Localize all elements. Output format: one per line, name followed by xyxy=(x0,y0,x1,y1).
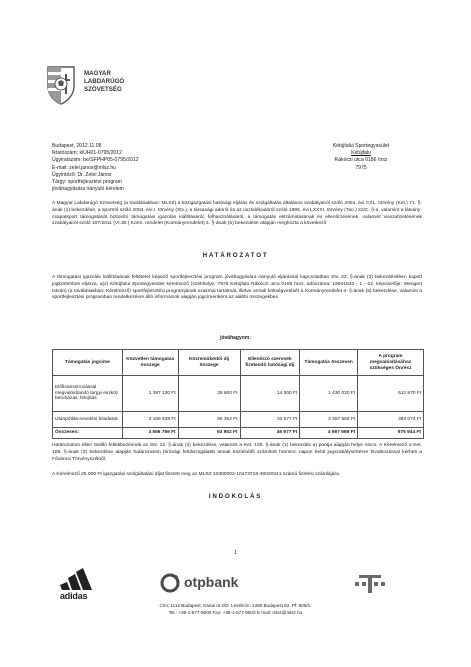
meta-officer: Ügyintéző: Dr. Zelei János xyxy=(52,171,112,178)
table-cell: 4 556 769 Ft xyxy=(122,428,178,439)
col-header: Közvetlen támogatás összege xyxy=(122,350,178,376)
mlsz-logo-text: MAGYAR LABDARÚGÓ SZÖVETSÉG xyxy=(84,70,125,94)
grant-table xyxy=(52,349,424,439)
table-cell: Előfinanszírozással megvalósítandó tárgyi eszköz beruházás, felújítás xyxy=(53,376,123,412)
decision-paragraph: A támogatási igazolás kiállításának feltételét képező sportfejlesztési program jóváhagyására irányuló eljárással kapcsolatban Stv. 22. §-ának (3) bekezdésében kapott jogkörömben eljárva, a(z) Kétújfalui Sportegyesület kérelmező (székhelye: 7975 Kétújfalu Rákóczi utca 0186 hrsz, adószáma: 19941833 - 1 - 02, képviselője: Wengert István) (a továbbiakban: Kérelmező) sportfejlesztési programjának szakmai tartalmát, illetve annak költségvetését a Kormányrendelet 4. §-ának (5) bekezdése, valamint a sportfejlesztési programban rendelkezésre álló információk alapján jogcímenként az alábbi összegekben xyxy=(52,275,422,301)
table-cell: 363 074 Ft xyxy=(358,412,424,428)
telekom-t-icon xyxy=(345,572,395,594)
meta-case-number: Ügyiratszám: be/SFPHP05-0795/2012 xyxy=(52,157,139,164)
footer-address: Cím: 1112 Budapest, Kánai út 2/D. Levélcím: 1386 Budapest 62. Pf. 906/1. xyxy=(159,603,312,608)
decision-heading: HATÁROZATOT xyxy=(202,252,269,259)
table-cell: Összesen: xyxy=(53,428,123,439)
fee-paragraph: A Kérelmező 25 000 Ft igazgatási szolgáltatási díjat fizetett meg az MLSZ 10300002-10473718-49020341 számú fizetési számlájára. xyxy=(52,472,341,477)
table-cell: 28 600 Ft xyxy=(178,376,240,412)
footer-contact: Tel.: +36-1-577-9500 Fax: +36-1-577-9503 E-mail: mlsz@mlsz.hu xyxy=(168,609,303,615)
approved-label: jóváhagyom: xyxy=(220,335,251,341)
table-cell: 612 870 Ft xyxy=(358,376,424,412)
adidas-logo xyxy=(58,568,104,602)
col-header: Támogatás jogcíme xyxy=(53,350,123,376)
table-cell: 3 169 639 Ft xyxy=(122,412,178,428)
otpbank-logo xyxy=(160,572,280,594)
recipient-city: Kétújfalu xyxy=(351,150,371,157)
col-header: Támogatás összesen xyxy=(300,350,358,376)
table-cell: 93 952 Ft xyxy=(178,428,240,439)
letter-footer xyxy=(0,603,471,617)
meta-subject: Tárgy: sportfejlesztési program xyxy=(52,179,122,186)
recipient-address xyxy=(311,143,411,172)
table-cell: 3 267 668 Ft xyxy=(300,412,358,428)
table-cell: 1 430 030 Ft xyxy=(300,376,358,412)
adidas-stripes-icon xyxy=(60,568,100,590)
otpbank-wordmark: otpbank xyxy=(184,574,239,590)
table-cell: 32 677 Ft xyxy=(240,412,300,428)
meta-subject-cont: jóváhagyására irányuló kérelem xyxy=(52,186,124,193)
telekom-logo xyxy=(345,572,395,594)
recipient-street: Rákóczi utca 0186 hrsz xyxy=(334,157,388,164)
col-header: A program megvalósításához szükséges Önrész xyxy=(358,350,424,376)
mlsz-crest-icon xyxy=(44,64,78,106)
recipient-zip: 7975 xyxy=(355,164,367,171)
table-cell: 46 977 Ft xyxy=(240,428,300,439)
adidas-wordmark: adidas xyxy=(60,591,88,601)
table-cell: 14 300 Ft xyxy=(240,376,300,412)
col-header: Ellenőrző szervnek fizetendő hatósági díj xyxy=(240,350,300,376)
table-cell: 975 944 Ft xyxy=(358,428,424,439)
meta-file-number: Iktatószám: kiUH01-0795/2012 xyxy=(52,150,122,157)
appeal-paragraph: Határozatom ellen önálló fellebbezésnek az Stv. 22. §-ának (4) bekezdése, valamint a Ket. 100. §-ának (1) bekezdés a) pontja alapján helye nincs. A Kérelmező a Ket. 109. §-ának (3) bekezdése alapján határozatom bírósági felülvizsgálatát annak közlésétől számított harminc napon belül jogszabálysértésre hivatkozással kérheti a Fővárosi Törvényszéktől. xyxy=(52,443,422,462)
table-row xyxy=(53,376,424,412)
meta-date: Budapest, 2012.11.08 xyxy=(52,143,102,149)
table-row xyxy=(53,412,424,428)
table-cell: 65 352 Ft xyxy=(178,412,240,428)
table-total-row xyxy=(53,428,424,439)
table-cell: 1 387 130 Ft xyxy=(122,376,178,412)
document-metadata xyxy=(52,143,139,193)
reasoning-heading: INDOKOLÁS xyxy=(208,493,263,500)
intro-paragraph: A Magyar Labdarúgó Szövetség (a továbbiakban: MLSZ) a közigazgatási hatósági eljárás és szolgáltatás általános szabályairól szóló 2004. évi CXL. törvény (Ket.) 71. §-ának (1) bekezdése, a sportról szóló 2004. évi I. törvény (Stv.), a társasági adóról és az osztalékadóról szóló 1996. évi LXXXI. törvény (Tao.) 22/C. §-a, valamint a látvány-csapatsport támogatását biztosító támogatási igazolás kiállításáról, felhasználásáról, a támogatás elszámolásának és ellenőrzésének, valamint visszafizetésének szabályairól szóló 107/2011 (VI.30.) Korm. rendelet (Kormányrendelet) 4. §-ának (5) bekezdése alapján meghozta a következő xyxy=(52,201,422,227)
recipient-name: Kétújfalui Sportegyesület xyxy=(332,143,390,149)
sponsor-bar xyxy=(0,562,471,602)
meta-email: E-mail: zelei.janos@mlsz.hu xyxy=(52,164,117,171)
mlsz-logo xyxy=(44,64,184,108)
table-header-row xyxy=(53,350,424,376)
table-cell: Utánpótlás-nevelési feladatok xyxy=(53,412,123,428)
otp-circle-icon xyxy=(160,573,180,593)
table-cell: 4 697 698 Ft xyxy=(300,428,358,439)
page-number: 1 xyxy=(234,550,237,556)
col-header: Közreműködői díj összege xyxy=(178,350,240,376)
